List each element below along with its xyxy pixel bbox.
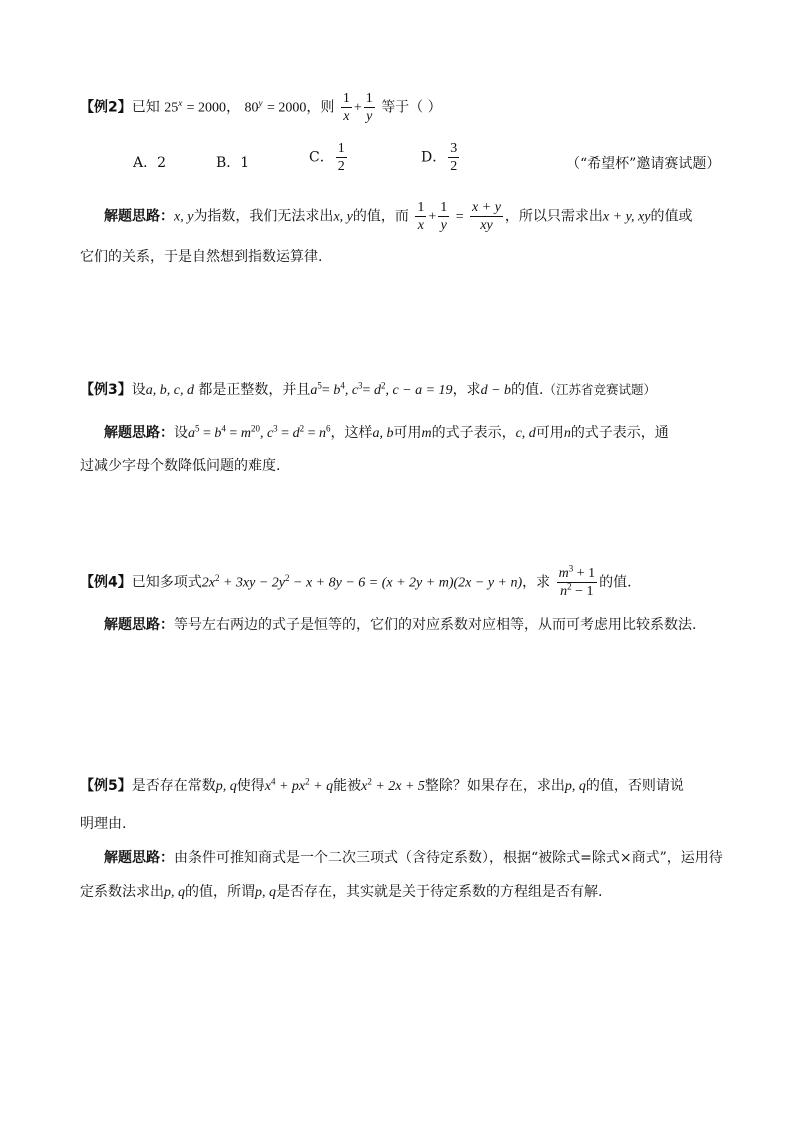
- ex2-source: （“希望杯”邀请赛试题）: [566, 156, 721, 172]
- ex3-hint-cont: 过减少字母个数降低问题的难度.: [80, 458, 281, 474]
- ex2-hint-cont: 它们的关系，于是自然想到指数运算律.: [80, 249, 323, 265]
- ex5-question: 【例5】是否存在常数p, q使得$x^4 + px^2 + q$能被$x^2 + 2x + 5$整除？如果存在，求出p, q的值，否则请说: [80, 776, 684, 794]
- ex5-hint-cont: 定系数法求出p, q的值，所谓p, q是否存在，其实就是关于待定系数的方程组是否有解.: [80, 884, 603, 900]
- fraction: $\frac{1}{y}$: [365, 91, 373, 124]
- ex3-source: （江苏省竞赛试题）: [543, 382, 656, 397]
- ex2-option-b: B．1: [216, 155, 250, 171]
- ex5-question-cont: 明理由.: [80, 816, 127, 832]
- ex2-option-d: D． $\frac{3}{2}$: [421, 141, 458, 174]
- ex4-question: 【例4】已知多项式$2x^2 + 3xy - 2y^2 - x + 8y - 6 = (x + 2y + m)(2x - y + n)$，求 $\frac{m^3 + 1}{n^2 - 1}$ 的值.: [80, 563, 632, 599]
- ex3-question: 【例3】设a, b, c, d 都是正整数，并且$a^5= b^4$, $c^3= d^2$, c − a = 19，求d − b的值.（江苏省竞赛试题）: [80, 380, 656, 398]
- ex2-option-c: C． $\frac{1}{2}$: [309, 141, 345, 174]
- ex3-hint: 解题思路：设$a^5 = b^4 = m^{20}$, $c^3 = d^2 = n^6$，这样a, b可用m的式子表示，c, d可用n的式子表示，通: [104, 423, 669, 441]
- ex4-label: 【例4】: [80, 574, 132, 591]
- ex4-hint: 解题思路：等号左右两边的式子是恒等的，它们的对应系数对应相等，从而可考虑用比较系数法.: [104, 617, 697, 633]
- ex5-hint: 解题思路：由条件可推知商式是一个二次三项式（含待定系数），根据“被除式=除式×商式”，运用待: [104, 850, 723, 866]
- ex5-label: 【例5】: [80, 778, 132, 794]
- ex2-option-a: A．2: [133, 155, 167, 171]
- ex2-label: 【例2】: [80, 99, 132, 116]
- ex2-question: 【例2】已知 25$^x$ = 2000， 80$^y$ = 2000，则 $\frac{1}{x}$ + $\frac{1}{y}$ 等于（ ）: [80, 91, 442, 124]
- ex2-hint: 解题思路：x, y为指数，我们无法求出x, y的值，而 $\frac{1}{x}$ + $\frac{1}{y}$ = $\frac{x + y}{xy}$ ，所以只需求出x + y, xy的值或: [104, 200, 693, 233]
- fraction: $\frac{1}{x}$: [342, 91, 350, 124]
- ex3-label: 【例3】: [80, 382, 132, 398]
- fraction: $\frac{m^3 + 1}{n^2 - 1}$: [558, 563, 596, 599]
